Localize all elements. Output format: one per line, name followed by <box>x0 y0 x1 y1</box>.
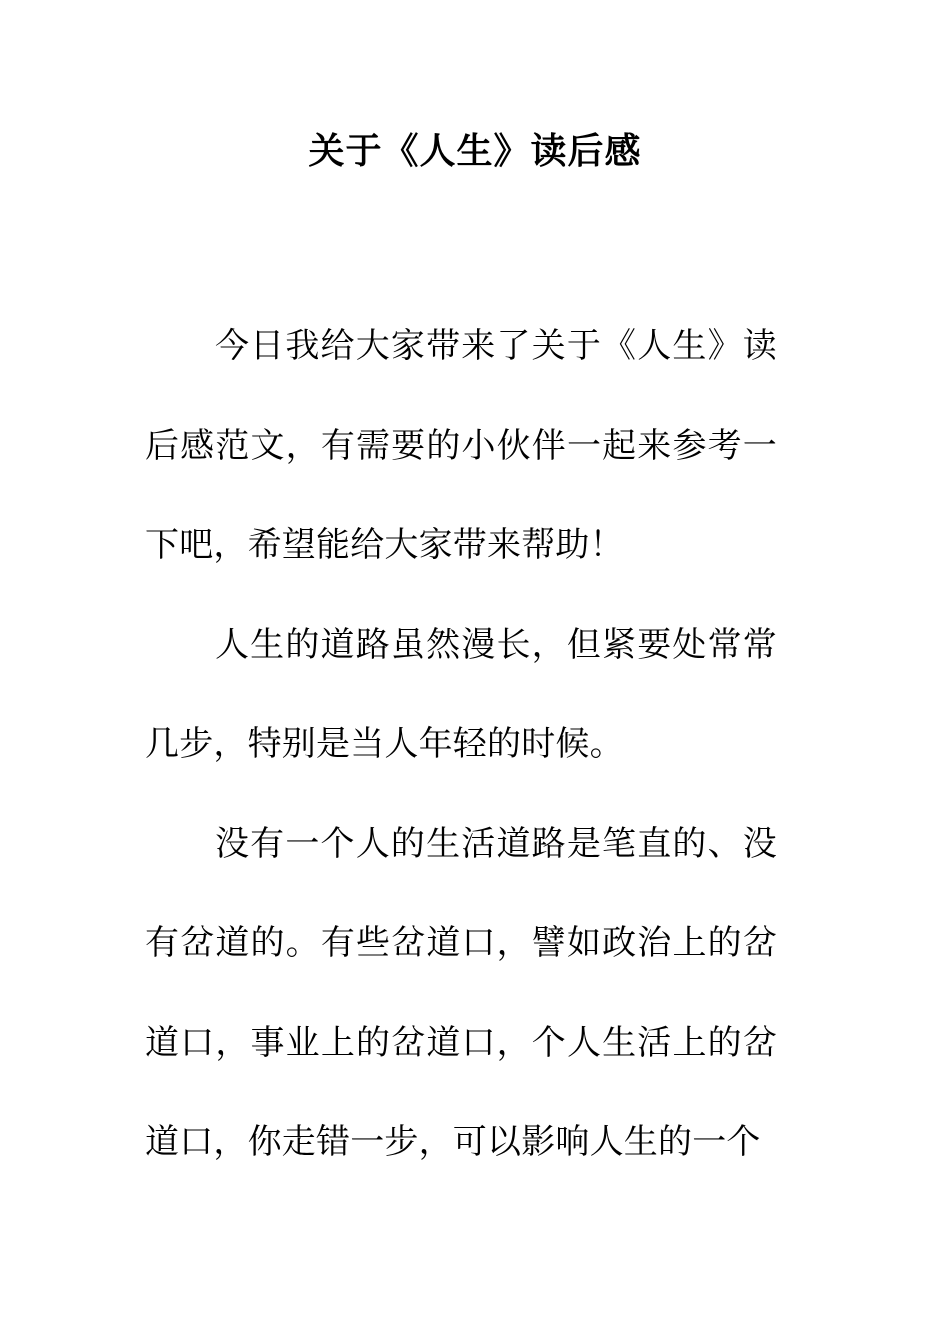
document-title: 关于《人生》读后感 <box>308 131 642 172</box>
paragraph-life-road: 人生的道路虽然漫长，但紧要处常常几步，特别是当人年轻的时候。 <box>145 624 777 764</box>
document-body <box>145 297 777 1193</box>
paragraph-crossroads: 没有一个人的生活道路是笔直的、没有岔道的。有些岔道口，譬如政治上的岔道口，事业上的岔道口，个人生活上的岔道口，你走错一步，可以影响人生的一个 <box>145 823 777 1162</box>
paragraph-intro: 今日我给大家带来了关于《人生》读后感范文，有需要的小伙伴一起来参考一下吧，希望能给大家带来帮助！ <box>145 326 777 565</box>
